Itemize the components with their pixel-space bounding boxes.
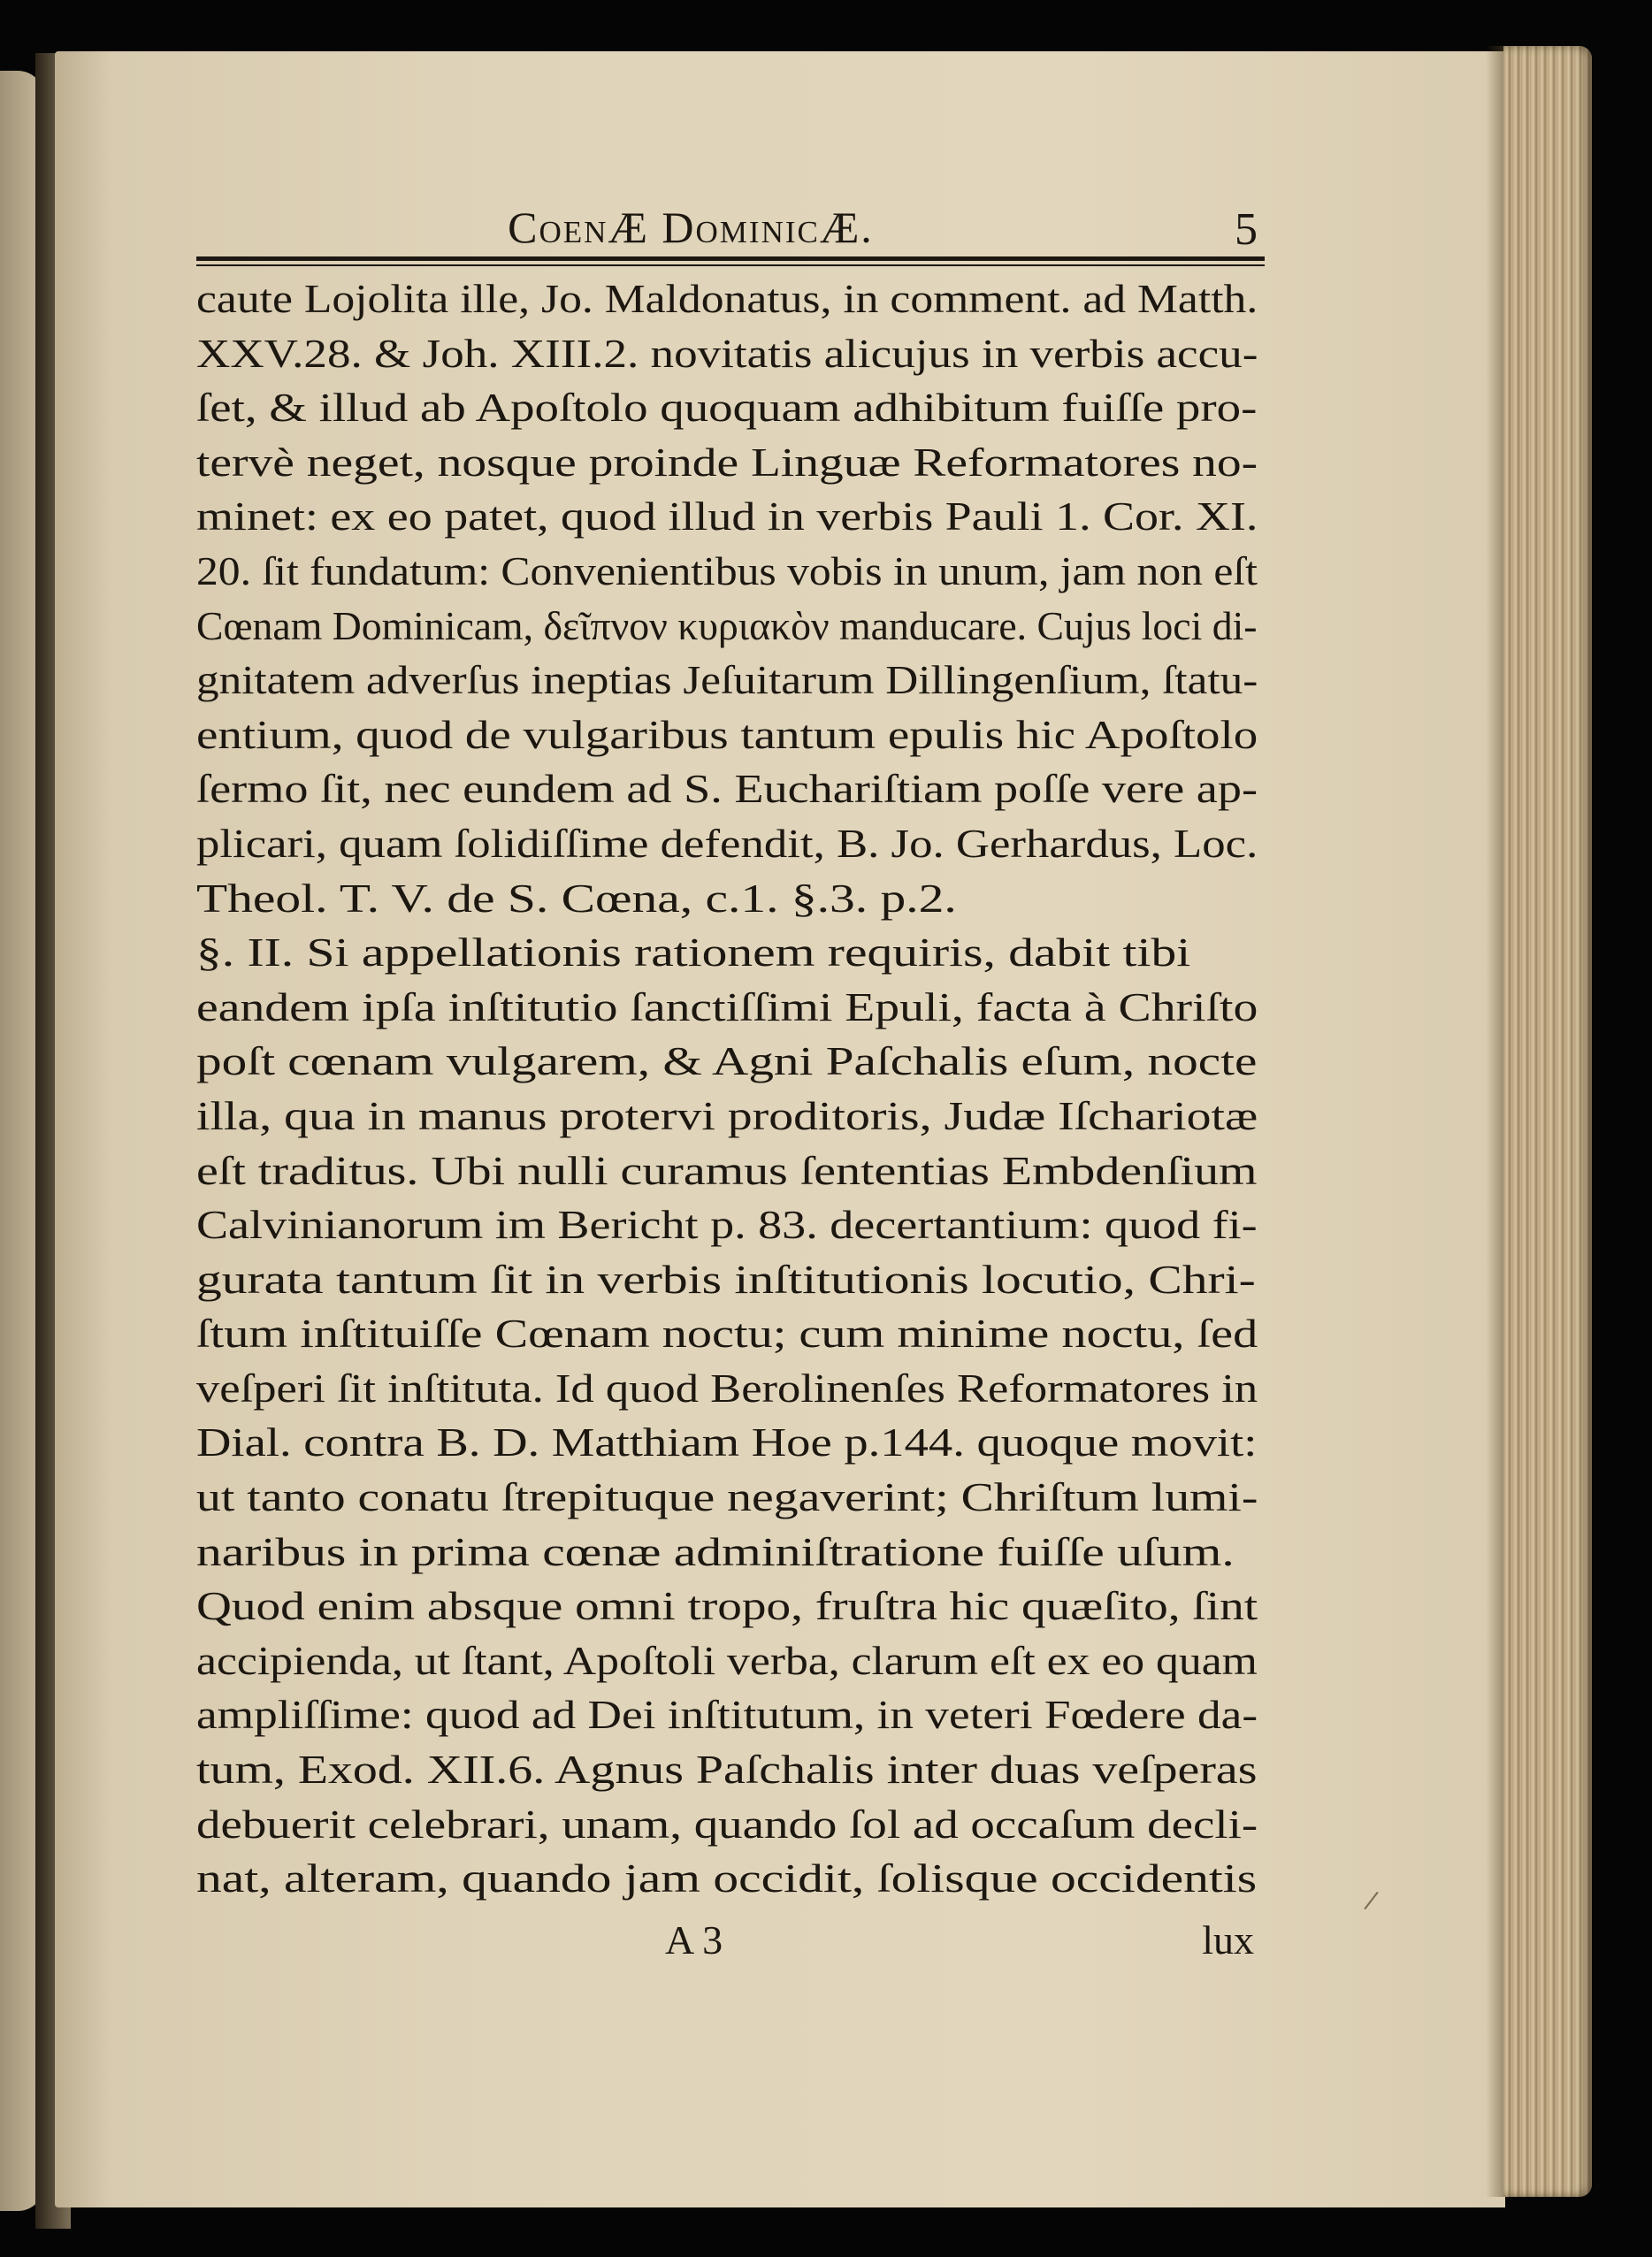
- text-line: accipienda, ut ſtant, Apoſtoli verba, clarum eſt ex eo quam: [196, 1637, 1258, 1683]
- running-head: [196, 191, 1265, 255]
- text-line: tervè neget, nosque proinde Linguæ Reformatores no-: [196, 439, 1258, 485]
- text-line: ſet, & illud ab Apoſtolo quoquam adhibitum fuiſſe pro-: [196, 385, 1258, 431]
- catchword: lux: [1202, 1917, 1254, 1962]
- text-line: Cœnam Dominicam, δεῖπνον κυριακὸν manducare. Cujus loci di-: [196, 602, 1258, 648]
- page-footer: [196, 1909, 1265, 1971]
- text-line: Dial. contra B. D. Matthiam Hoe p.144. quoque movit:: [196, 1419, 1258, 1465]
- text-line: Theol. T. V. de S. Cœna, c.1. §.3. p.2.: [196, 875, 957, 921]
- text-line: minet: ex eo patet, quod illud in verbis Pauli 1. Cor. XI.: [196, 493, 1258, 539]
- page-number: 5: [1235, 204, 1258, 255]
- text-line: XXV.28. & Joh. XIII.2. novitatis alicujus in verbis accu-: [196, 330, 1258, 376]
- text-line: veſperi ſit inſtituta. Id quod Berolinenſes Reformatores in: [196, 1365, 1258, 1411]
- text-line: §. II. Si appellationis rationem requiris, dabit tibi: [196, 930, 1191, 975]
- pencil-mark: /: [1362, 1885, 1380, 1916]
- text-line: gurata tantum ſit in verbis inſtitutionis locutio, Chri-: [196, 1256, 1256, 1302]
- text-line: eandem ipſa inſtitutio ſanctiſſimi Epuli, facta à Chriſto: [196, 983, 1258, 1029]
- text-line: ſtum inſtituiſſe Cœnam noctu; cum minime noctu, ſed: [196, 1311, 1258, 1357]
- text-line: tum, Exod. XII.6. Agnus Paſchalis inter duas veſperas: [196, 1747, 1258, 1793]
- text-line: ampliſſime: quod ad Dei inſtitutum, in veteri Fœdere da-: [196, 1692, 1258, 1738]
- text-line: ſermo ſit, nec eundem ad S. Euchariſtiam poſſe vere ap-: [196, 766, 1258, 812]
- text-line: Quod enim absque omni tropo, fruſtra hic quæſito, ſint: [196, 1583, 1258, 1629]
- text-line: illa, qua in manus protervi proditoris, Judæ Iſchariotæ: [196, 1092, 1258, 1138]
- recto-page: [55, 51, 1505, 2207]
- text-line: naribus in prima cœnæ adminiſtratione fuiſſe uſum.: [196, 1528, 1235, 1574]
- page-edges: [1503, 46, 1592, 2197]
- text-line: debuerit celebrari, unam, quando ſol ad occaſum decli-: [196, 1801, 1258, 1847]
- text-line: caute Lojolita ille, Jo. Maldonatus, in comment. ad Matth.: [196, 276, 1258, 321]
- text-line: ut tanto conatu ſtrepituque negaverint; Chriſtum lumi-: [196, 1474, 1258, 1520]
- text-line: 20. ſit fundatum: Convenientibus vobis in unum, jam non eſt: [196, 547, 1258, 593]
- text-line: plicari, quam ſolidiſſime defendit, B. Jo. Gerhardus, Loc.: [196, 820, 1258, 866]
- text-line: Calvinianorum im Bericht p. 83. decertantium: quod fi-: [196, 1202, 1258, 1248]
- text-line: entium, quod de vulgaribus tantum epulis hic Apoſtolo: [196, 711, 1258, 757]
- text-line: gnitatem adverſus ineptias Jeſuitarum Dillingenſium, ſtatu-: [196, 657, 1258, 703]
- head-rule: [196, 256, 1265, 261]
- text-line: nat, alteram, quando jam occidit, ſolisque occidentis: [196, 1855, 1258, 1901]
- text-line: poſt cœnam vulgarem, & Agni Paſchalis eſum, nocte: [196, 1038, 1258, 1084]
- text-block: [196, 191, 1265, 1971]
- running-head-title: CoenÆ DominicÆ.: [508, 203, 874, 252]
- text-line: eſt traditus. Ubi nulli curamus ſententias Embdenſium: [196, 1147, 1258, 1193]
- signature-mark: A 3: [665, 1917, 723, 1962]
